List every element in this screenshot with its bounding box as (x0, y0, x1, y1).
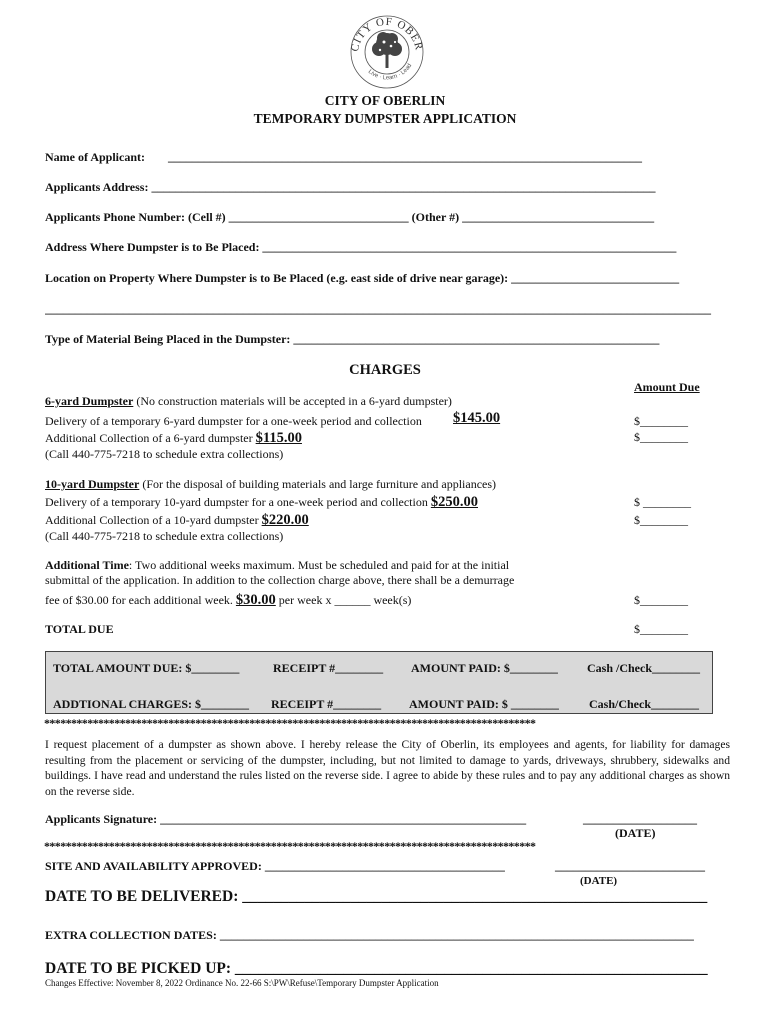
six-yard-delivery-label: Delivery of a temporary 6-yard dumpster for a one-week period and collection (45, 414, 422, 428)
address-field[interactable]: Applicants Address: ____________________________________________________________________________________ (45, 180, 656, 194)
additional-time-title: Additional Time (45, 558, 129, 572)
six-yard-delivery-amount[interactable]: $________ (634, 414, 688, 428)
six-yard-note: (No construction materials will be accepted in a 6-yard dumpster) (133, 394, 452, 408)
box-receipt-1[interactable]: RECEIPT #________ (273, 661, 384, 675)
date-to-be-picked-up-field[interactable]: DATE TO BE PICKED UP: _____________________________________________________________ (45, 960, 708, 977)
six-yard-additional-row (45, 430, 302, 447)
additional-time-line1 (45, 558, 509, 573)
six-yard-delivery-row (45, 414, 422, 429)
additional-time-amount[interactable]: $________ (634, 593, 688, 607)
total-due-label: TOTAL DUE (45, 622, 114, 636)
location-field-cont[interactable]: _______________________________________________________________________________________________________________ (45, 302, 711, 316)
approval-date-label: (DATE) (580, 875, 618, 887)
city-seal-logo (344, 12, 430, 90)
ten-yard-delivery-row (45, 494, 478, 511)
additional-time-line3 (45, 592, 411, 609)
box-amount-paid-1[interactable]: AMOUNT PAID: $________ (411, 661, 558, 675)
release-paragraph: I request placement of a dumpster as shown above. I hereby release the City of Oberlin, its employees and agents, for liability for damages resulting from the placement or servicing of the dumpster, including, but not limited to damage to yards, driveways, shrubbery, sidewalks and buildings. I have read and understand the rules listed on the reverse side. I agree to abide by these rules and to pay any additional charges as shown on the reverse side. (45, 738, 730, 798)
additional-time-text1: : Two additional weeks maximum. Must be scheduled and paid for at the initial (128, 558, 510, 572)
applicant-signature-field[interactable]: Applicants Signature: _____________________________________________________________ (45, 812, 527, 826)
amount-due-header: Amount Due (634, 380, 700, 394)
location-field[interactable]: Location on Property Where Dumpster is to Be Placed (e.g. east side of drive near garage): ____________________________ (45, 271, 680, 285)
ten-yard-heading (45, 477, 496, 492)
name-field[interactable]: _______________________________________________________________________________ (168, 150, 642, 164)
dumpster-address-field[interactable]: Address Where Dumpster is to Be Placed: _____________________________________________________________________ (45, 240, 677, 254)
ten-yard-additional-price: $220.00 (261, 512, 309, 528)
box-additional-charges[interactable]: ADDTIONAL CHARGES: $________ (53, 697, 250, 711)
six-yard-heading (45, 394, 452, 409)
extra-collection-dates-field[interactable]: EXTRA COLLECTION DATES: _______________________________________________________________________________ (45, 928, 694, 942)
six-yard-title: 6-yard Dumpster (45, 394, 134, 408)
box-payment-method-1[interactable]: Cash /Check________ (587, 661, 701, 675)
additional-time-line2: submittal of the application. In addition to the collection charge above, there shall be a demurrage (45, 573, 515, 587)
additional-time-text3: fee of $30.00 for each additional week. (45, 593, 236, 607)
six-yard-call-note: (Call 440-775-7218 to schedule extra collections) (45, 447, 284, 461)
six-yard-additional-label: Additional Collection of a 6-yard dumpster (45, 431, 256, 445)
ten-yard-delivery-amount[interactable]: $ ________ (634, 495, 691, 509)
ten-yard-additional-label: Additional Collection of a 10-yard dumpster (45, 513, 262, 527)
svg-text:Live · Learn · Lead (367, 63, 414, 82)
approval-date-field[interactable]: _________________________ (555, 859, 705, 873)
additional-time-price: $30.00 (235, 592, 276, 608)
ten-yard-call-note: (Call 440-775-7218 to schedule extra collections) (45, 529, 284, 543)
additional-time-weeks[interactable]: per week x ______ week(s) (275, 593, 412, 607)
site-approved-field[interactable]: SITE AND AVAILABILITY APPROVED: ________________________________________ (45, 859, 505, 873)
material-field[interactable]: Type of Material Being Placed in the Dumpster: _____________________________________________________________ (45, 332, 660, 346)
six-yard-additional-amount[interactable]: $________ (634, 430, 688, 444)
signature-date-label: (DATE) (615, 826, 656, 840)
box-receipt-2[interactable]: RECEIPT #________ (271, 697, 382, 711)
phone-field[interactable]: Applicants Phone Number: (Cell #) ______________________________ (Other #) ________________________________ (45, 210, 655, 224)
city-name: CITY OF OBERLIN (324, 93, 446, 108)
ten-yard-additional-amount[interactable]: $________ (634, 513, 688, 527)
box-payment-method-2[interactable]: Cash/Check________ (589, 697, 700, 711)
ten-yard-title: 10-yard Dumpster (45, 477, 140, 491)
seal-tagline: Live · Learn · Lead (366, 62, 414, 82)
name-label: Name of Applicant: (45, 150, 145, 164)
six-yard-delivery-price: $145.00 (453, 410, 501, 426)
separator-stars-1: ******************************************************************************************* (44, 716, 536, 730)
ten-yard-additional-row (45, 512, 309, 529)
footer-note: Changes Effective: November 8, 2022 Ordinance No. 22-66 S:\PW\Refuse\Temporary Dumpster Application (45, 978, 439, 988)
ten-yard-delivery-price: $250.00 (430, 494, 478, 510)
total-due-amount[interactable]: $________ (634, 622, 688, 636)
signature-date-field[interactable]: ___________________ (583, 812, 697, 826)
seal-ring-text: CITY OF OBER (348, 15, 425, 53)
box-total-amount-due[interactable]: TOTAL AMOUNT DUE: $________ (53, 661, 240, 675)
box-amount-paid-2[interactable]: AMOUNT PAID: $ ________ (409, 697, 559, 711)
ten-yard-delivery-label: Delivery of a temporary 10-yard dumpster for a one-week period and collection (45, 495, 431, 509)
page-title: TEMPORARY DUMPSTER APPLICATION (253, 111, 517, 126)
date-to-be-delivered-field[interactable]: DATE TO BE DELIVERED: ____________________________________________________________ (45, 888, 708, 905)
charges-heading: CHARGES (349, 362, 421, 378)
separator-stars-2: ******************************************************************************************* (44, 839, 536, 853)
six-yard-additional-price: $115.00 (255, 430, 302, 446)
ten-yard-note: (For the disposal of building materials and large furniture and appliances) (139, 477, 497, 491)
